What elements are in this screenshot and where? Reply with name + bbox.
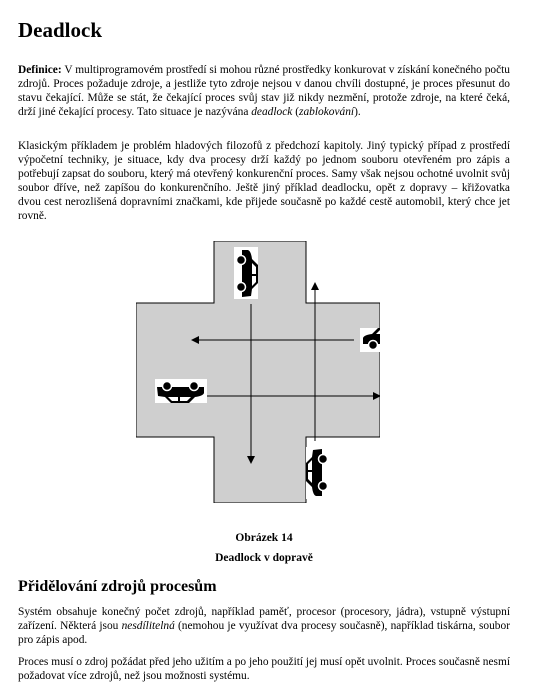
definition-paragraph [18, 63, 510, 119]
car-top-icon [234, 247, 258, 299]
resources-paragraph [18, 605, 510, 647]
car-left-icon [155, 379, 207, 403]
definition-term-close: ). [354, 106, 361, 118]
section-heading: Přidělování zdrojů procesům [18, 578, 217, 595]
page-title: Deadlock [18, 18, 102, 42]
resources-text-1: Systém obsahuje konečný počet zdrojů, například paměť, procesor (procesory, jádra), vstupně výstupní zařízení. Některá jsou [18, 606, 510, 632]
definition-term-open: ( [292, 106, 300, 118]
definition-term-alt: zablokování [299, 106, 355, 118]
car-bottom-icon [306, 447, 330, 499]
definition-text: V multiprogramovém prostředí si mohou různé prostředky konkurovat v získání konečného počtu zdrojů. Proces požaduje zdroje, a jestliže tyto zdroje nejsou v danou chvíli dostupné, je proces přesunut do stavu čekající. Může se stát, že čekající proces svůj stav již nikdy nezmění, protože zdroje, na které čeká, drží jiné čekající procesy. Tato situace je nazývána [18, 64, 510, 118]
deadlock-traffic-figure [136, 241, 380, 503]
definition-term: deadlock [251, 106, 293, 118]
resources-text-2: (nemohou je využívat dva procesy současně), například tiskárna, soubor pro zápis apod. [18, 620, 510, 646]
request-paragraph: Proces musí o zdroj požádat před jeho užitím a po jeho použití jej musí opět uvolnit. Proces současně nesmí požadovat více zdrojů, než jsou možnosti systému. [18, 656, 510, 682]
example-paragraph: Klasickým příkladem je problém hladových filozofů z předchozí kapitoly. Jiný typický případ z prostředí výpočetní techniky, je situace, kdy dva procesy drží každý po jednom souboru otevřeném pro zápis a potřebují zapsat do souboru, který má otevřený konkurenční proces. Samy však nejsou ochotné uvolnit svůj soubor dříve, než zapíšou do konkurenčního. Ještě jiný příklad deadlocku, opět z dopravy – křižovatka dvou cest nerozlišená dopravními značkami, kde přijede současně po každé cestě automobil, který chce jet rovně. [18, 140, 510, 222]
figure-caption-title: Deadlock v dopravě [215, 552, 313, 564]
resources-term: nesdílitelná [121, 620, 175, 632]
car-right-icon [360, 328, 380, 352]
definition-label: Definice: [18, 64, 62, 76]
figure-caption-number: Obrázek 14 [235, 532, 293, 544]
